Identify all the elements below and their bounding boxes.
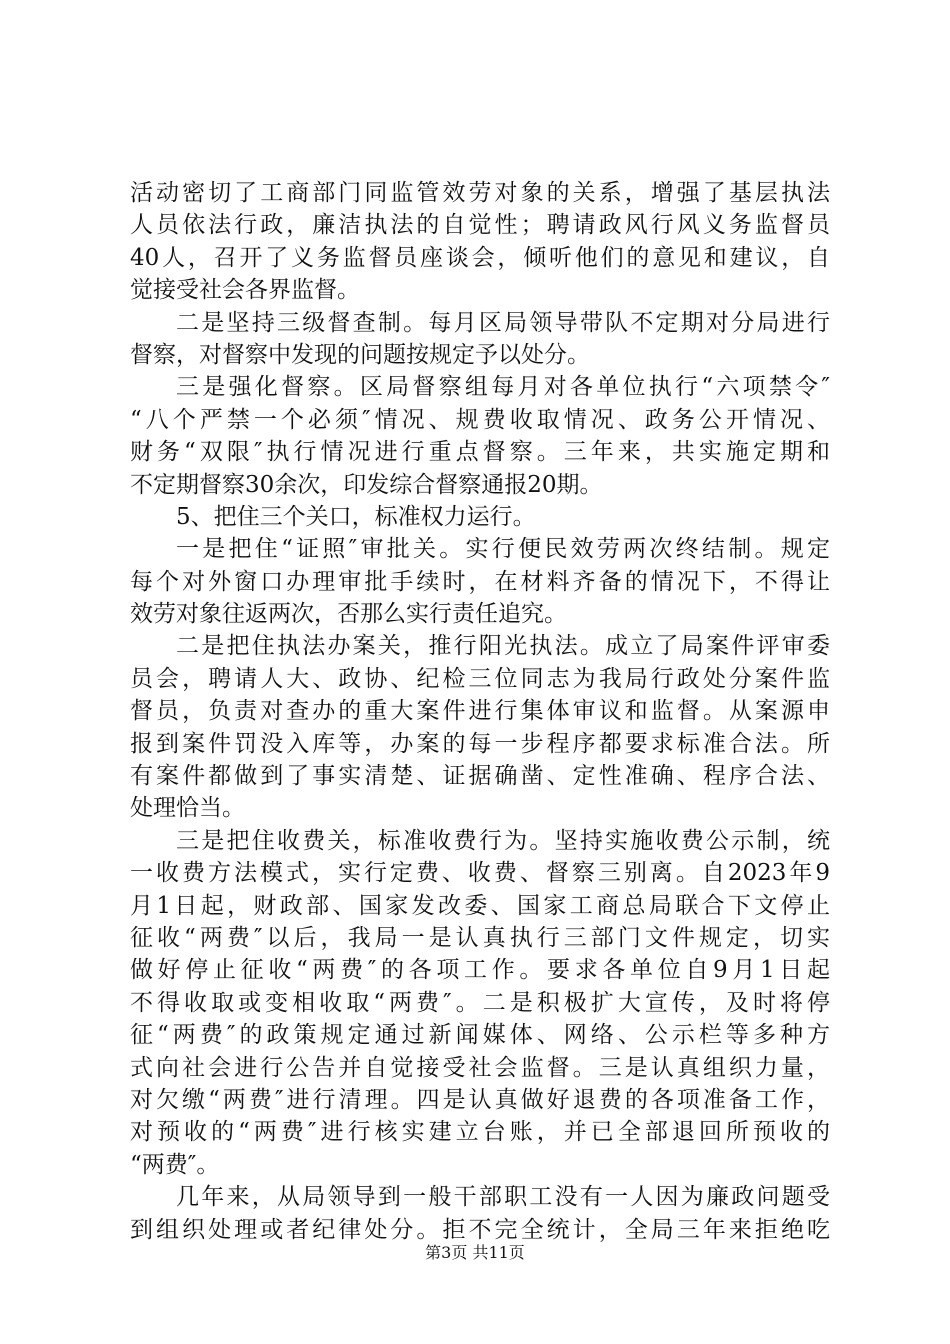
page-footer: 第3页 共11页 — [425, 1243, 525, 1262]
text-line: 征“两费″的政策规定通过新闻媒体、网络、公示栏等多种方 — [130, 1022, 830, 1049]
text-line: 二是把住执法办案关，推行阳光执法。成立了局案件评审委 — [176, 633, 830, 660]
text-line: 报到案件罚没入库等，办案的每一步程序都要求标准合法。所 — [130, 730, 830, 757]
text-line: 二是坚持三级督查制。每月区局领导带队不定期对分局进行 — [176, 309, 830, 336]
text-line: 月1日起，财政部、国家发改委、国家工商总局联合下文停止 — [130, 892, 830, 919]
document-body — [130, 177, 830, 1246]
text-line: “两费″。 — [130, 1151, 220, 1178]
text-line: 三是强化督察。区局督察组每月对各单位执行“六项禁令″ — [176, 374, 830, 401]
text-line: 活动密切了工商部门同监管效劳对象的关系，增强了基层执法 — [130, 180, 830, 206]
text-line: 财务“双限″执行情况进行重点督察。三年来，共实施定期和 — [130, 439, 830, 466]
text-line: 员会，聘请人大、政协、纪检三位同志为我局行政处分案件监 — [130, 665, 830, 692]
text-line: 效劳对象往返两次，否那么实行责任追究。 — [130, 601, 567, 628]
text-line: 不得收取或变相收取“两费″。二是积极扩大宣传，及时将停 — [130, 989, 830, 1016]
text-line: 三是把住收费关，标准收费行为。坚持实施收费公示制，统 — [176, 827, 830, 854]
text-line: “八个严禁一个必须″情况、规费收取情况、政务公开情况、 — [130, 406, 830, 433]
text-line: 人员依法行政，廉洁执法的自觉性；聘请政风行风义务监督员 — [130, 212, 830, 239]
text-line: 督察，对督察中发现的问题按规定予以处分。 — [130, 341, 590, 368]
text-line: 有案件都做到了事实清楚、证据确凿、定性准确、程序合法、 — [130, 763, 830, 790]
text-line: 处理恰当。 — [130, 795, 245, 822]
text-line: 觉接受社会各界监督。 — [130, 277, 360, 304]
text-line: 几年来，从局领导到一般干部职工没有一人因为廉政问题受 — [176, 1184, 830, 1211]
text-line: 40人，召开了义务监督员座谈会，倾听他们的意见和建议，自 — [130, 244, 830, 271]
text-line: 征收“两费″以后，我局一是认真执行三部门文件规定，切实 — [130, 924, 830, 951]
text-line: 不定期督察30余次，印发综合督察通报20期。 — [130, 471, 603, 498]
text-line: 5、把住三个关口，标准权力运行。 — [176, 503, 536, 530]
text-line: 每个对外窗口办理审批手续时，在材料齐备的情况下，不得让 — [130, 568, 830, 595]
text-line: 一是把住“证照″审批关。实行便民效劳两次终结制。规定 — [176, 536, 830, 563]
text-line: 做好停止征收“两费″的各项工作。要求各单位自9月1日起 — [130, 957, 830, 984]
text-line: 式向社会进行公告并自觉接受社会监督。三是认真组织力量， — [130, 1054, 830, 1081]
text-line: 对预收的“两费″进行核实建立台账，并已全部退回所预收的 — [130, 1119, 830, 1146]
text-line: 督员，负责对查办的重大案件进行集体审议和监督。从案源申 — [130, 698, 830, 725]
text-line: 对欠缴“两费″进行清理。四是认真做好退费的各项准备工作， — [130, 1086, 830, 1113]
text-line: 一收费方法模式，实行定费、收费、督察三别离。自2023年9 — [130, 860, 830, 887]
text-line: 到组织处理或者纪律处分。拒不完全统计，全局三年来拒绝吃 — [130, 1216, 830, 1243]
